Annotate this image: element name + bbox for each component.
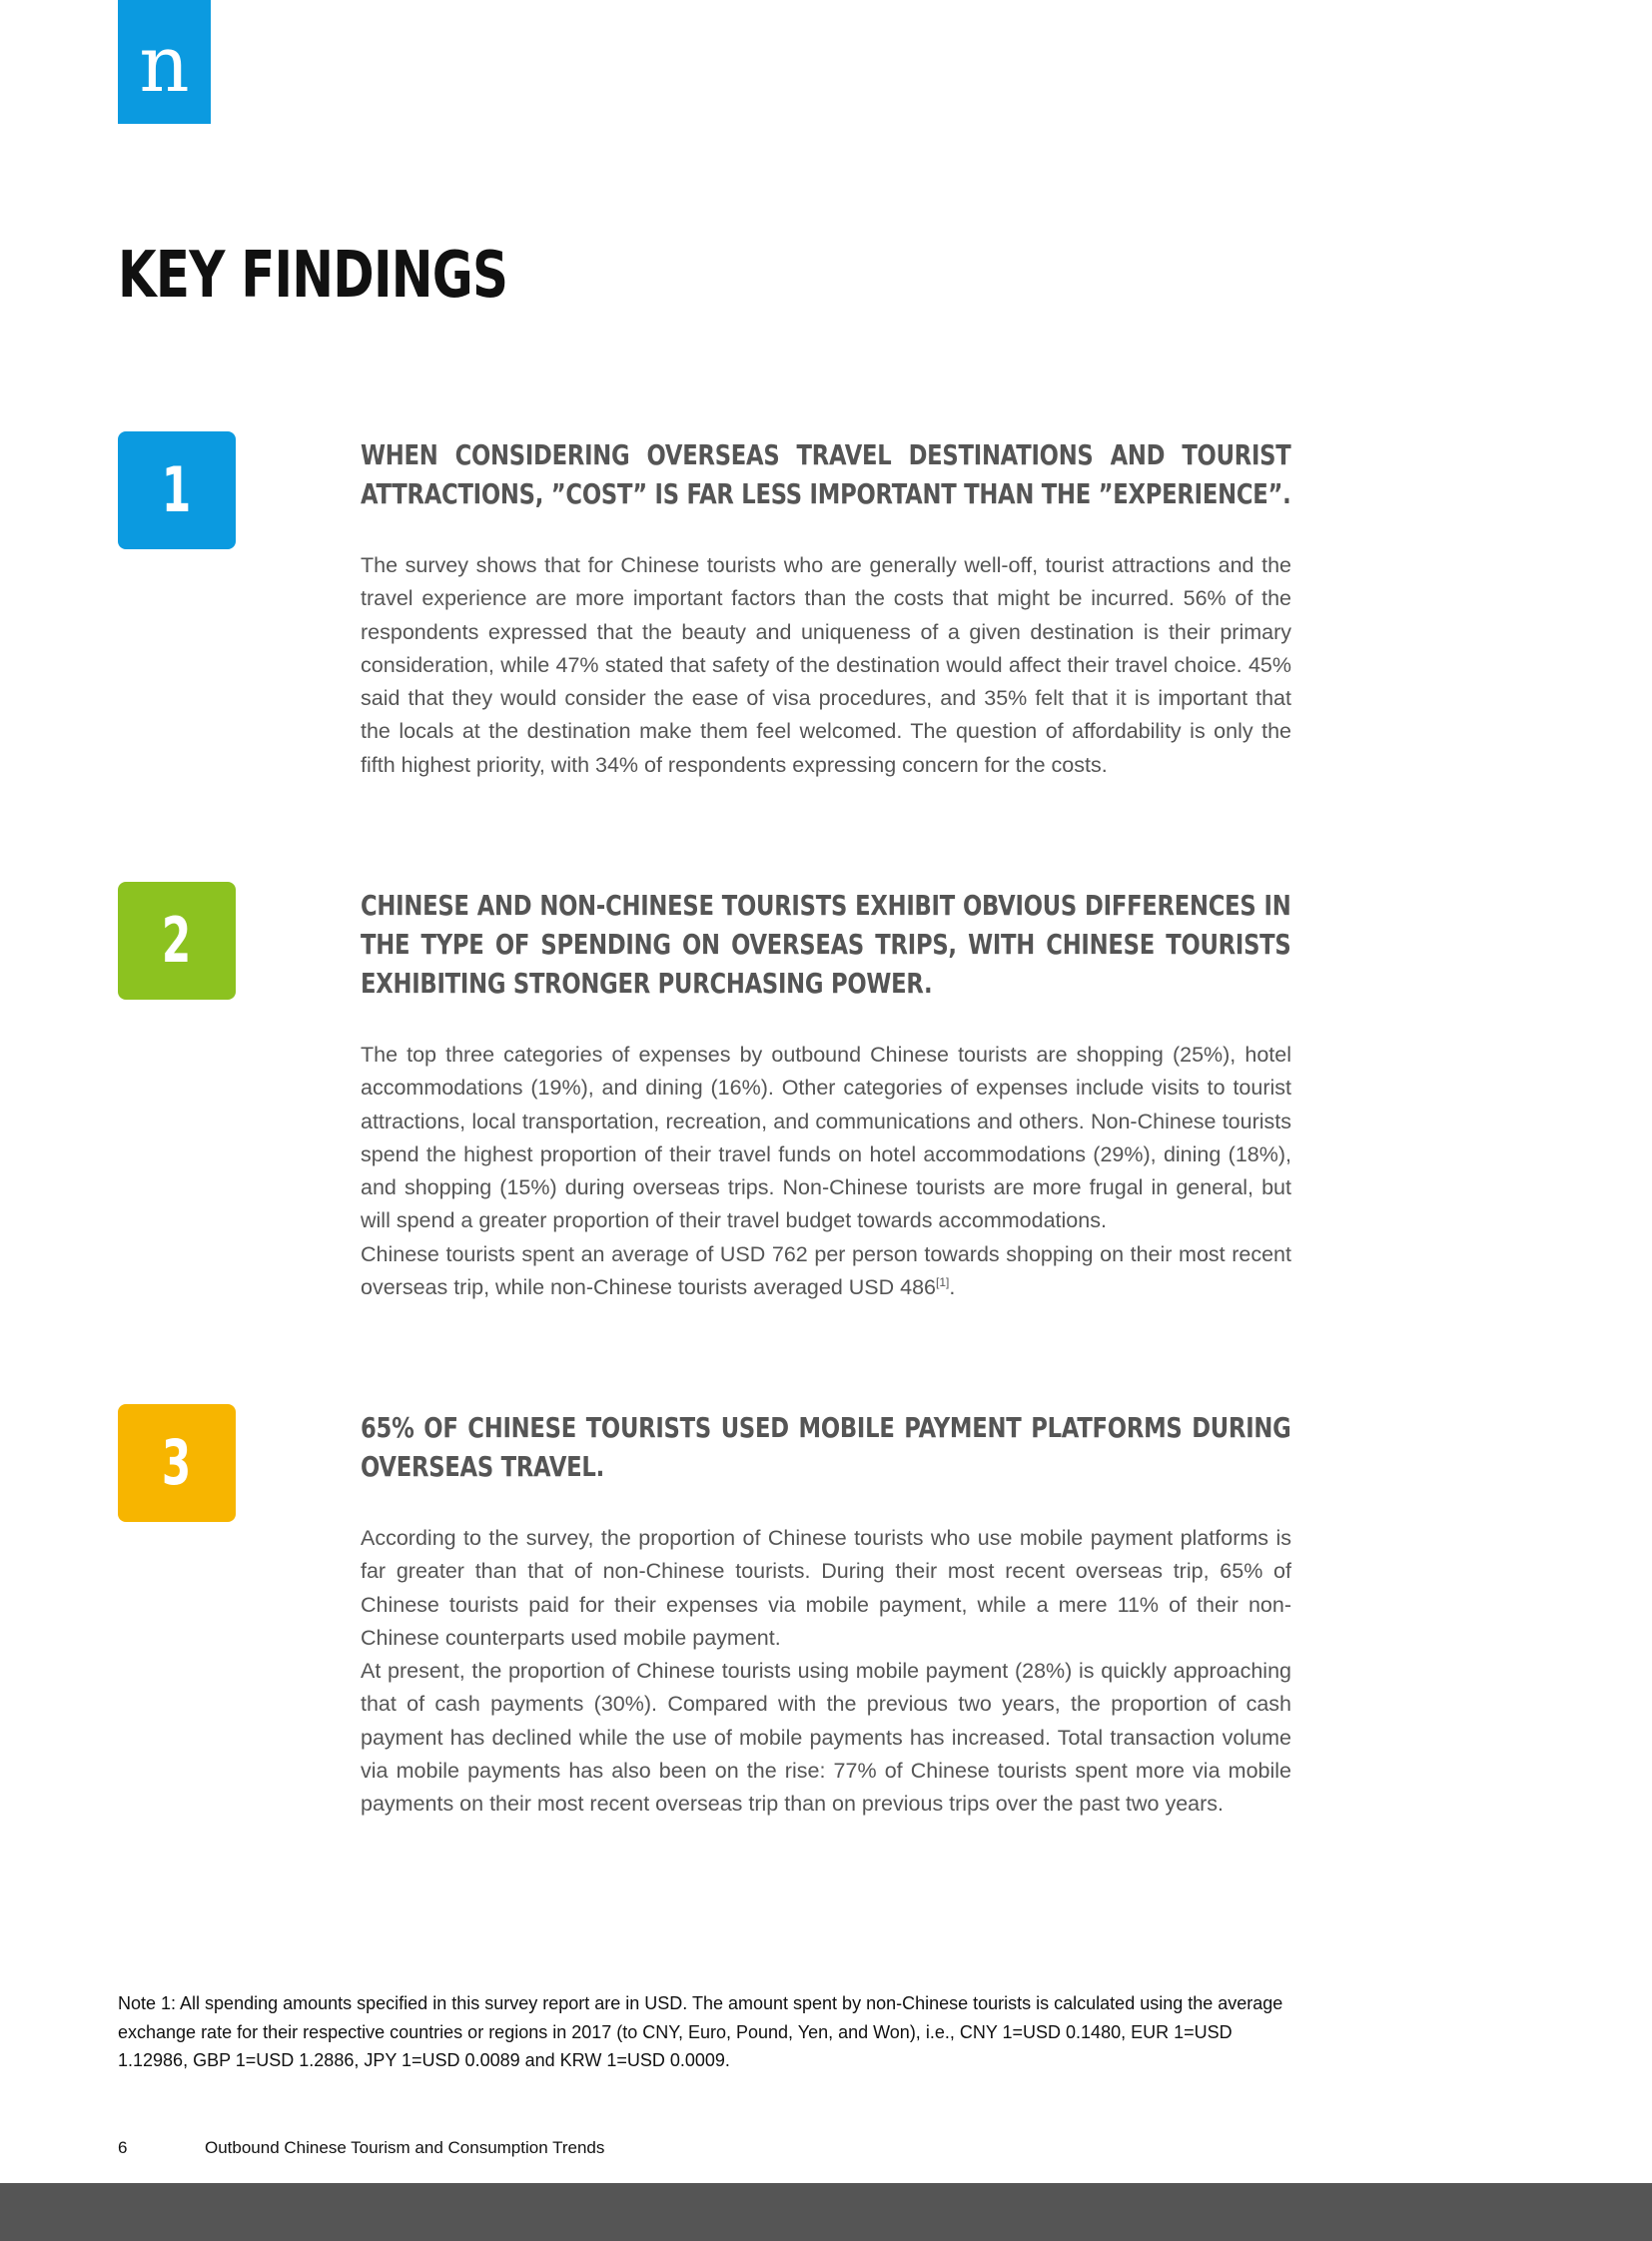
finding-2-paragraph-1: The top three categories of expenses by outbound Chinese tourists are shopping (25%), hotel accommodations (19%), and dining (16%). Other categories of expenses include visits to tourist attractions, local transportation, recreation, and communications and others. Non-Chinese tourists spend the highest proportion of their travel funds on hotel accommodations (29%), dining (18%), and shopping (15%) during overseas trips. Non-Chinese tourists are more frugal in general, but will spend a greater proportion of their travel budget towards accommodations. xyxy=(361,1043,1291,1233)
finding-3-number: 3 xyxy=(162,1426,192,1499)
finding-2-paragraph-2 xyxy=(361,1238,1291,1305)
finding-3-number-badge xyxy=(118,1404,236,1522)
finding-3-paragraph-1: According to the survey, the proportion of Chinese tourists who use mobile payment platforms is far greater than that of non-Chinese tourists. During their most recent overseas trip, 65% of Chinese tourists paid for their expenses via mobile payment, while a mere 11% of their non-Chinese counterparts used mobile payment. xyxy=(361,1526,1291,1650)
footnote: Note 1: All spending amounts specified in this survey report are in USD. The amount spent by non-Chinese tourists is calculated using the average exchange rate for their respective countries or regions in 2017 (to CNY, Euro, Pound, Yen, and Won), i.e., CNY 1=USD 0.1480, EUR 1=USD 1.12986, GBP 1=USD 1.2886, JPY 1=USD 0.0089 and KRW 1=USD 0.0009. xyxy=(118,1993,1283,2070)
finding-1-number: 1 xyxy=(162,453,192,526)
finding-1-number-badge xyxy=(118,431,236,549)
finding-3-paragraph-2: At present, the proportion of Chinese tourists using mobile payment (28%) is quickly approaching that of cash payments (30%). Compared with the previous two years, the proportion of cash payment has declined while the use of mobile payments has increased. Total transaction volume via mobile payments has also been on the rise: 77% of Chinese tourists spent more via mobile payments on their most recent overseas trip than on previous trips over the past two years. xyxy=(361,1659,1291,1817)
nielsen-logo xyxy=(118,0,211,124)
finding-2-end-punct: . xyxy=(949,1275,956,1300)
finding-2-heading: CHINESE AND NON-CHINESE TOURISTS EXHIBIT OBVIOUS DIFFERENCES IN THE TYPE OF SPENDING ON OVERSEAS TRIPS, WITH CHINESE TOURISTS EXHIBITING STRONGER PURCHASING POWER. xyxy=(361,889,1291,1000)
finding-2 xyxy=(361,886,1291,1304)
finding-2-number-badge xyxy=(118,882,236,1000)
footnote-reference[interactable]: [1] xyxy=(936,1274,950,1289)
finding-3-heading: 65% OF CHINESE TOURISTS USED MOBILE PAYMENT PLATFORMS DURING OVERSEAS TRAVEL. xyxy=(361,1411,1291,1483)
finding-3 xyxy=(361,1408,1291,1822)
finding-1-paragraph-1: The survey shows that for Chinese tourists who are generally well-off, tourist attractions and the travel experience are more important factors than the costs that might be incurred. 56% of the respondents expressed that the beauty and uniqueness of a given destination is their primary consideration, while 47% stated that safety of the destination would affect their travel choice. 45% said that they would consider the ease of visa procedures, and 35% felt that it is important that the locals at the destination make them feel welcomed. The question of affordability is only the fifth highest priority, with 34% of respondents expressing concern for the costs. xyxy=(361,553,1291,777)
document-title: Outbound Chinese Tourism and Consumption Trends xyxy=(205,2138,605,2157)
page-title: KEY FINDINGS xyxy=(118,239,508,313)
finding-1 xyxy=(361,435,1291,782)
logo-letter: n xyxy=(139,20,190,110)
page-number: 6 xyxy=(118,2138,128,2157)
finding-1-heading: WHEN CONSIDERING OVERSEAS TRAVEL DESTINATIONS AND TOURIST ATTRACTIONS, ”COST” IS FAR LESS IMPORTANT THAN THE ”EXPERIENCE”. xyxy=(361,438,1291,510)
finding-2-paragraph-2-text: Chinese tourists spent an average of USD 762 per person towards shopping on their most recent overseas trip, while non-Chinese tourists averaged USD 486 xyxy=(361,1241,1291,1300)
finding-2-number: 2 xyxy=(162,904,192,977)
bottom-bar xyxy=(0,2183,1652,2241)
